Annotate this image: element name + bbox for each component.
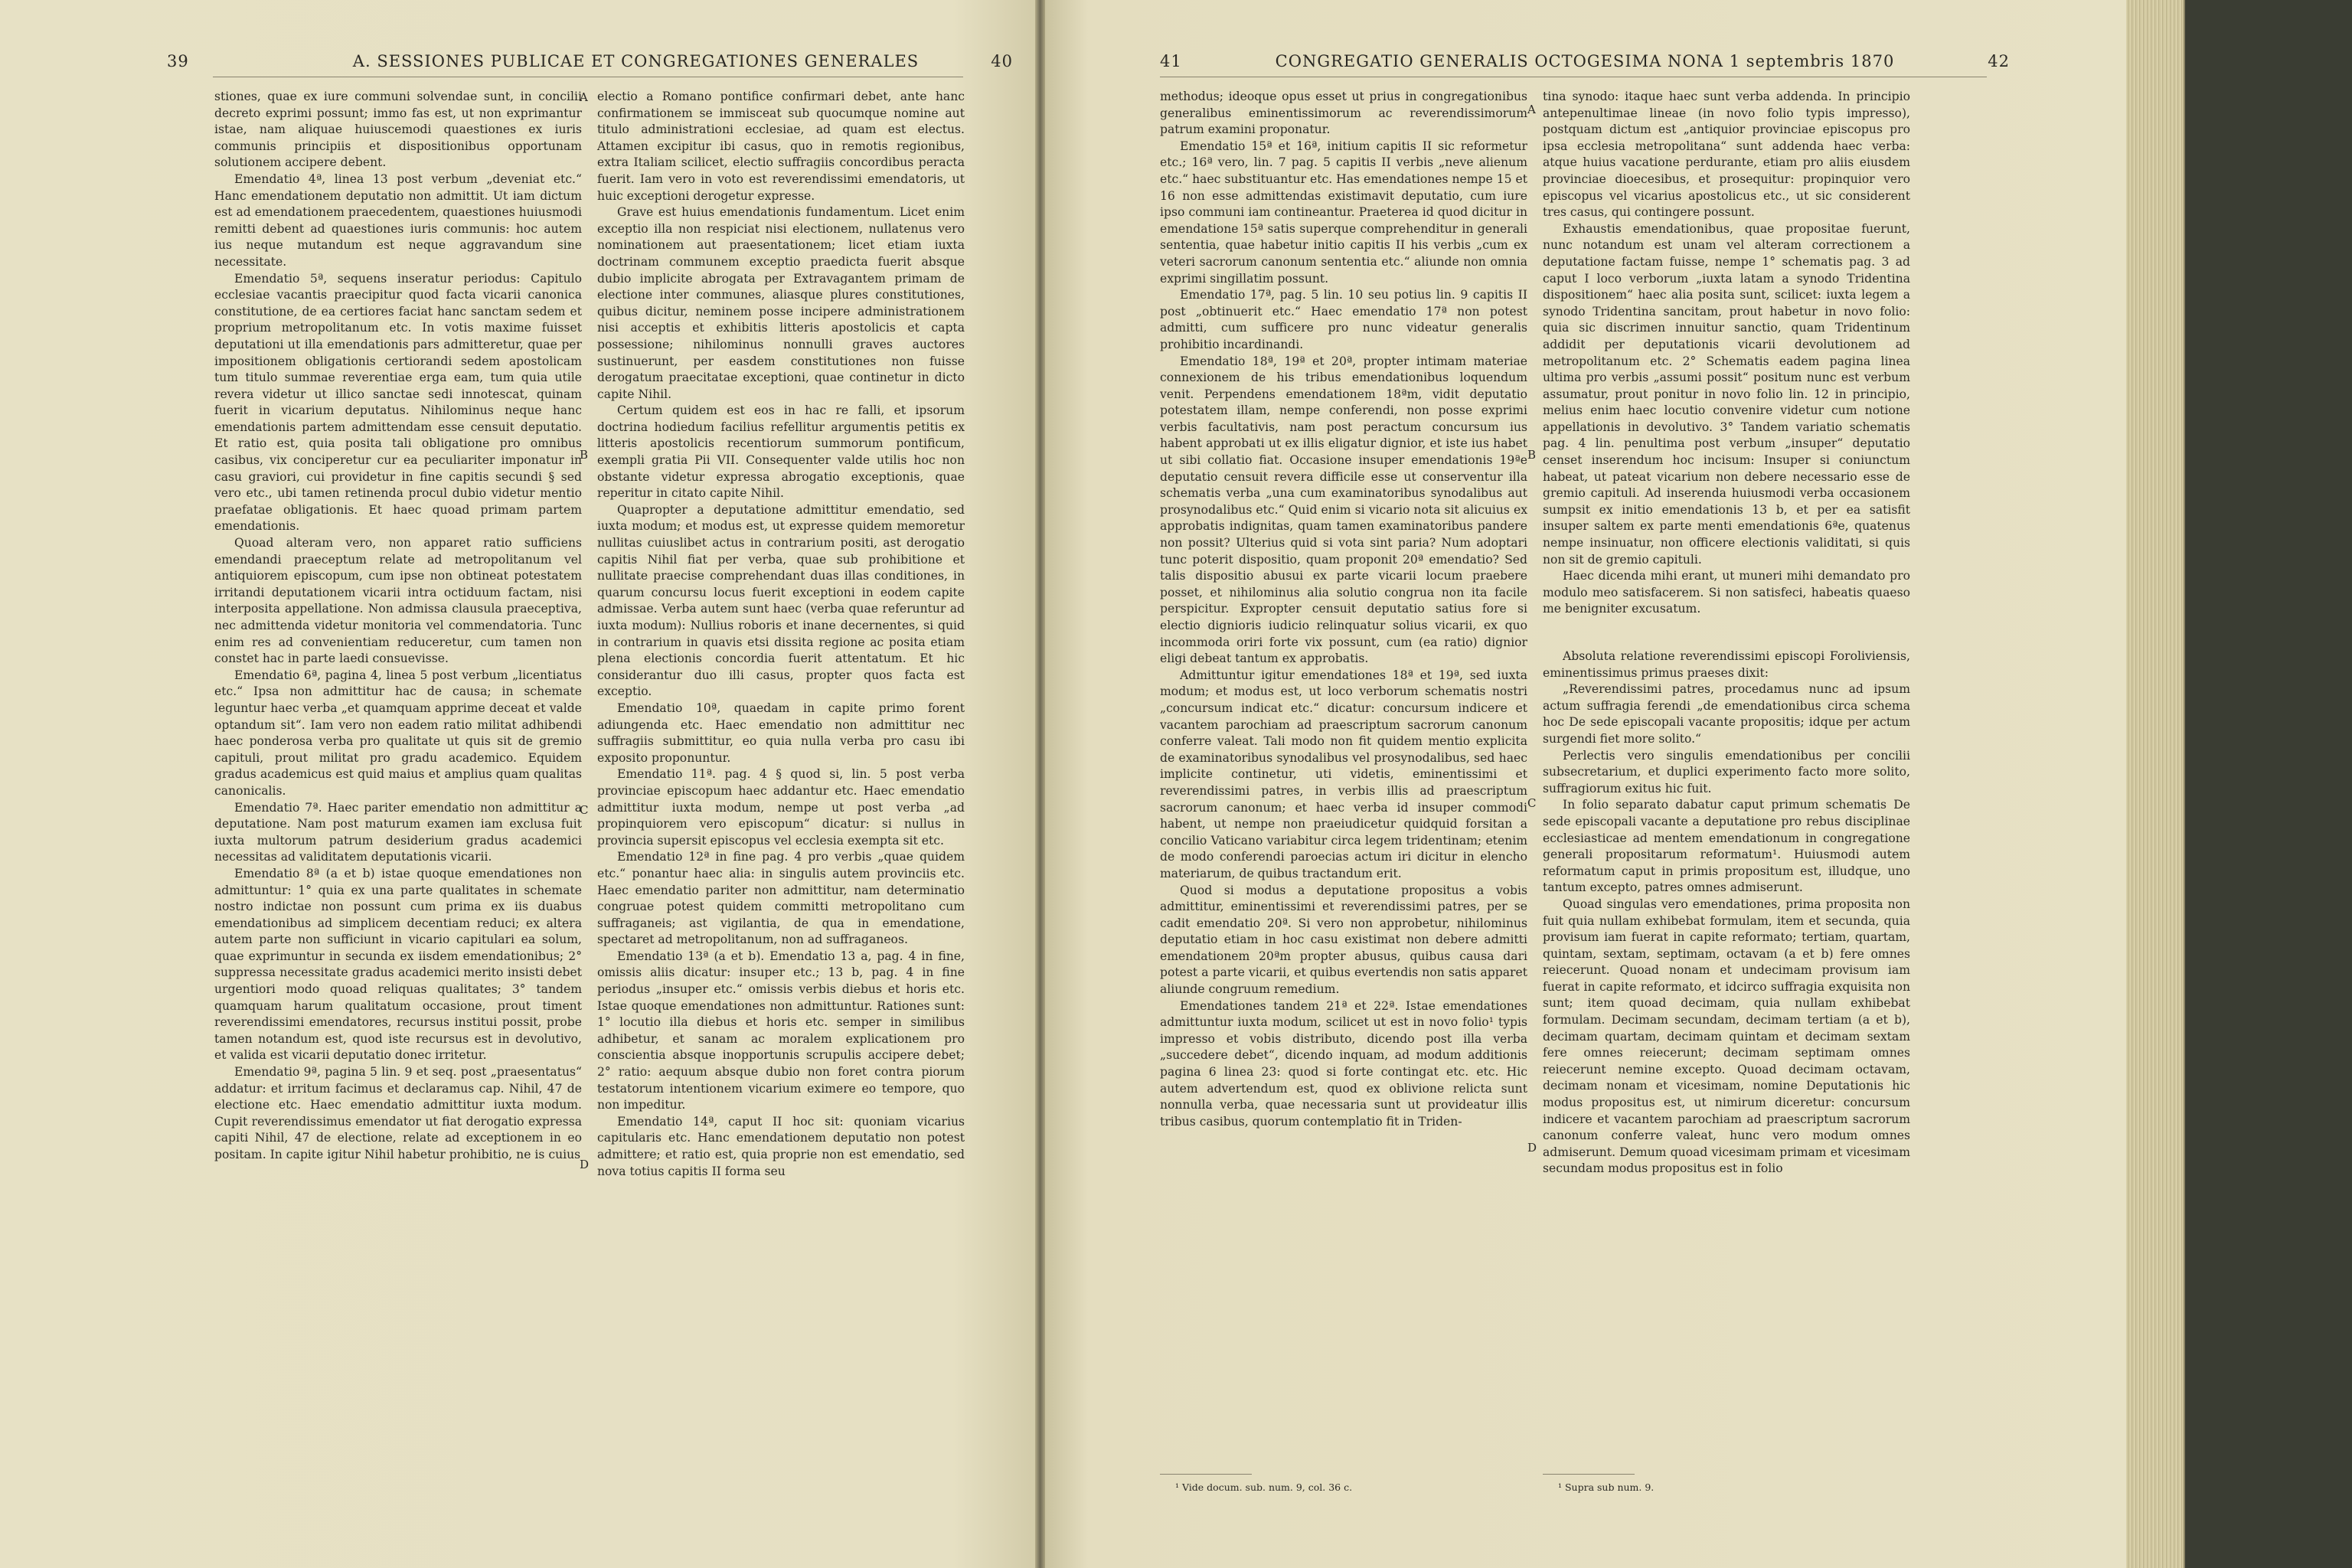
paragraph: Certum quidem est eos in hac re falli, et ipsorum doctrina hodiedum facilius refellitur argumentis petitis ex litteris apostolicis recentiorum summorum pontificum, exempli gratia Pii VII. Consequenter valde utilis hoc non obstante videtur expressa abrogatio exceptionis, quae reperitur in citato capite Nihil. bbox=[597, 403, 965, 501]
paragraph: Emendationes tandem 21ª et 22ª. Istae emendationes admittuntur iuxta modum, scilicet ut est in novo folio¹ typis impresso et vobis distributo, dicendo post illa verba „succedere debet“, dicendo inquam, ad modum additionis pagina 6 linea 23: quod si forte contingat etc. etc. Hic autem advertendum est, quod ex oblivione relicta sunt nonnulla verba, quae necessaria sunt ut provideatur illis tribus casibus, quorum contemplatio fit in Triden- bbox=[1160, 998, 1527, 1129]
paragraph: Grave est huius emendationis fundamentum. Licet enim exceptio illa non respiciat nisi electionem, nullatenus vero nominationem aut praesentationem; licet etiam iuxta doctrinam communem exceptio praedicta fuerit absque dubio implicite abrogata per Extravagantem primam de electione inter communes, aliasque plures constitutiones, quibus dicitur, neminem posse incipere administrationem nisi acceptis et exhibitis litteris apostolicis et capta possessione; nihilominus nonnulli graves auctores sustinuerunt, per easdem constitutiones non fuisse derogatum praecitatae exceptioni, quae continetur in dicto capite Nihil. bbox=[597, 205, 965, 401]
book-gutter bbox=[1035, 0, 1045, 1568]
left-column-1 bbox=[214, 89, 582, 1164]
paragraph: Emendatio 18ª, 19ª et 20ª, propter intimam materiae connexionem de his tribus emendationibus loquendum venit. Perpendens emendationem 18ªm, vidit deputatio potestatem illam, nempe conferendi, non posse exprimi verbis facultativis, nam post peractum concursum ius habent approbati ut ex illis eligatur dignior, et iste ius habet ut sibi collatio fiat. Occasione insuper emendationis 19ªe deputatio censuit revera difficile esse ut conserventur illa schematis verba „una cum examinatoribus synodalibus aut prosynodalibus etc.“ Quid enim si vicario nota sit alicuius ex approbatis indignitas, quam tamen examinatoribus pandere non possit? Ulterius quid si vota sint paria? Num adoptari tunc poterit dispositio, quam proponit 20ª emendatio? Sed talis dispositio abusui ex parte vicarii locum praebere posset, et nihilominus alia solutio congrua non ita facile perspicitur. Expropter censuit deputatio satius fore si electio dignioris iudicio relinquatur solius vicarii, ex quo incommoda oriri forte vix possunt, cum (ea ratio) dignior eligi debeat tantum ex approbatis. bbox=[1160, 354, 1527, 666]
paragraph: Emendatio 15ª et 16ª, initium capitis II sic reformetur etc.; 16ª vero, lin. 7 pag. 5 capitis II verbis „neve alienum etc.“ haec substituantur etc. Has emendationes nempe 15 et 16 non esse admittendas existimavit deputatio, cum iure ipso communi iam contineantur. Praeterea id quod dicitur in emendatione 15ª satis superque comprehenditur in generali sententia, quae habetur initio capitis II his verbis „cum ex veteri sacrorum canonum sententia etc.“ aliunde non omnia exprimi singillatim possunt. bbox=[1160, 139, 1527, 286]
paragraph: Exhaustis emendationibus, quae propositae fuerunt, nunc notandum est unam vel alteram correctionem a deputatione factam fuisse, nempe 1° schematis pag. 3 ad caput I loco verborum „iuxta latam a synodo Tridentina dispositionem“ haec alia posita sunt, scilicet: iuxta legem a synodo Tridentina sancitam, prout habetur in novo folio: quia sic discrimen innuitur sanctio, quam Tridentinum addidit per deputationis vicarii devolutionem ad metropolitanum etc. 2° Schematis eadem pagina linea ultima pro verbis „assumi possit“ positum nunc est verbum assumatur, prout ponitur in novo folio lin. 12 in principio, melius enim haec locutio convenire videtur cum notione appellationis in devolutivo. 3° Tandem variatio schematis pag. 4 lin. penultima post verbum „insuper“ deputatio censet inserendum hoc incisum: Insuper si coniunctum habeat, ut pateat vicarium non debere necessario esse de gremio capituli. Ad inserenda huiusmodi verba occasionem sumpsit ex initio emendationis 13 b, et per ea satisfit insuper saltem ex parte menti emendationis 6ªe, quatenus nempe insinuatur, non officere electionis validitati, si quis non sit de gremio capituli. bbox=[1543, 221, 1910, 567]
margin-letter-b: B bbox=[580, 448, 589, 462]
margin-letter-a: A bbox=[1527, 103, 1536, 116]
page-edge-stack bbox=[2126, 0, 2185, 1568]
paragraph: electio a Romano pontifice confirmari debet, ante hanc confirmationem se immisceat sub quocumque nomine aut titulo administrationi ecclesiae, ad quam est electus. Attamen excipitur ibi casus, quo in remotis regionibus, extra Italiam scilicet, electio suffragiis concordibus peracta fuerit. Iam vero in voto est reverendissimi emendatoris, ut huic exceptioni derogetur expresse. bbox=[597, 90, 965, 203]
paragraph: Emendatio 17ª, pag. 5 lin. 10 seu potius lin. 9 capitis II post „obtinuerit etc.“ Haec emendatio 17ª non potest admitti, cum sufficere pro nunc videatur generalis prohibitio incardinandi. bbox=[1160, 288, 1527, 351]
footnote-right: ¹ Supra sub num. 9. bbox=[1558, 1481, 1655, 1493]
paragraph: tina synodo: itaque haec sunt verba addenda. In principio antepenultimae lineae (in novo folio typis impresso), postquam dictum est „antiquior provinciae episcopus pro ipsa ecclesia metropolitana“ sunt addenda haec verba: atque huius vacatione perdurante, etiam pro aliis eiusdem provinciae dioecesibus, et prosequitur: propinquior vero episcopus vel vicarius apostolicus etc., ut sic considerent tres casus, qui contingere possunt. bbox=[1543, 90, 1910, 220]
running-head-right bbox=[1160, 52, 2010, 70]
paragraph: Emendatio 5ª, sequens inseratur periodus: Capitulo ecclesiae vacantis praecipitur quod facta vicarii canonica constitutione, de ea certiores faciat hanc sanctam sedem et proprium metropolitanum etc. In votis maxime fuisset deputationi ut illa emendationis pars admitteretur, quae per impositionem obligationis certiorandi sedem apostolicam tum titulo summae reverentiae erga eam, tum quia utile revera videtur ut illico sanctae sedi innotescat, quinam fuerit in vicarium deputatus. Nihilominus neque hanc emendationis partem admittendam esse censuit deputatio. Et ratio est, quia posita tali obligatione pro omnibus casibus, vix conciperetur cur ea peculiariter imponatur in casu graviori, cui providetur in fine capitis secundi § sed vero etc., ubi tamen retinenda procul dubio videtur mentio praefatae obligationis. Et haec quoad primam partem emendationis. bbox=[214, 271, 582, 534]
left-page bbox=[0, 0, 1035, 1568]
paragraph: In folio separato dabatur caput primum schematis De sede episcopali vacante a deputatione pro rebus disciplinae ecclesiasticae ad mentem emendationum in congregatione generali propositarum reformatum¹. Huiusmodi autem reformatum caput in primis propositum est, illudque, uno tantum excepto, patres omnes admiserunt. bbox=[1543, 798, 1910, 895]
paragraph: Emendatio 8ª (a et b) istae quoque emendationes non admittuntur: 1° quia ex una parte qualitates in schemate nostro indictae non possunt cum prima ex iis duabus emendationibus ad simplicem decentiam reduci; ex altera autem parte non sufficiunt in vicario capitulari ea solum, quae exprimuntur in secunda ex iisdem emendationibus; 2° suppressa necessitate gradus academici merito insisti debet urgentiori modo quoad reliquas qualitates; 3° tandem quamquam harum qualitatum occasione, prout timent reverendissimi emendatores, recursus institui possit, probe tamen notandum est, quod iste recursus est in devolutivo, et valida est vicarii deputatio donec irritetur. bbox=[214, 866, 582, 1063]
margin-letter-a: A bbox=[580, 90, 588, 104]
footnote-rule bbox=[1543, 1474, 1635, 1475]
margin-letter-d: D bbox=[1527, 1141, 1537, 1155]
running-head-title: CONGREGATIO GENERALIS OCTOGESIMA NONA 1 septembris 1870 bbox=[1275, 52, 1895, 70]
paragraph: „Reverendissimi patres, procedamus nunc ad ipsum actum suffragia ferendi „de emendationibus circa schema hoc De sede episcopali vacante propositis; idque per actum surgendi fiet more solito.“ bbox=[1543, 682, 1910, 746]
margin-letter-b: B bbox=[1527, 448, 1537, 462]
paragraph: Absoluta relatione reverendissimi episcopi Foroliviensis, eminentissimus primus praeses dixit: bbox=[1543, 649, 1910, 680]
page-number-40: 40 bbox=[991, 52, 1013, 70]
paragraph: Emendatio 6ª, pagina 4, linea 5 post verbum „licentiatus etc.“ Ipsa non admittitur hac de causa; in schemate leguntur haec verba „et quamquam apprime deceat et valde optandum sit“. Iam vero non eadem ratio militat adhibendi haec ponderosa verba pro qualitate ut quis sit de gremio capituli, prout militat pro gradu academico. Equidem gradus academicus est quid maius et amplius quam qualitas canonicalis. bbox=[214, 668, 582, 798]
paragraph: Admittuntur igitur emendationes 18ª et 19ª, sed iuxta modum; et modus est, ut loco verborum schematis nostri „concursum indicat etc.“ dicatur: concursum indicere et vacantem parochiam ad praescriptum sacrorum canonum conferre valeat. Tali modo non fit quidem mentio explicita de examinatoribus synodalibus vel prosynodalibus, sed haec implicite continetur, uti videtis, eminentissimi et reverendissimi patres, in verbis illis ad praescriptum sacrorum canonum; et haec verba id insuper commodi habent, ut nempe non praeiudicetur quidquid forsitan a concilio Vaticano variabitur circa legem tridentinam; etenim de modo conferendi paroecias actum iri dicitur in elencho materiarum, de quibus tractandum erit. bbox=[1160, 668, 1527, 880]
paragraph: Emendatio 10ª, quaedam in capite primo forent adiungenda etc. Haec emendatio non admittitur nec suffragiis submittitur, eo quia nulla verba pro casu ibi exposito proponuntur. bbox=[597, 701, 965, 765]
paragraph: Quod si modus a deputatione propositus a vobis admittitur, eminentissimi et reverendissimi patres, per se cadit emendatio 20ª. Si vero non approbetur, nihilominus deputatio etiam in hoc casu existimat non debere admitti emendationem 20ªm propter abusus, quibus causa dari potest a parte vicarii, et quibus evertendis non satis apparet aliunde congruum remedium. bbox=[1160, 883, 1527, 997]
paragraph: Emendatio 4ª, linea 13 post verbum „deveniat etc.“ Hanc emendationem deputatio non admittit. Ut iam dictum est ad emendationem praecedentem, quaestiones huiusmodi remitti debent ad quaestiones iuris communis: hoc autem ius neque mutandum est neque aggravandum sine necessitate. bbox=[214, 172, 582, 269]
right-page bbox=[1045, 0, 2126, 1568]
right-column-2 bbox=[1543, 89, 1910, 1178]
paragraph: Quoad alteram vero, non apparet ratio sufficiens emendandi praeceptum relate ad metropolitanum vel antiquiorem episcopum, cum ipse non obtineat potestatem irritandi deputationem vicarii intra octiduum factam, nisi interposita appellatione. Non admissa clausula praeceptiva, nec admittenda videtur monitoria vel commendatoria. Tunc enim res ad convenientiam reduceretur, cum tamen non constet hac in parte laedi consuevisse. bbox=[214, 536, 582, 666]
page-number-42: 42 bbox=[1988, 52, 2010, 70]
margin-letter-c: C bbox=[1527, 796, 1537, 810]
paragraph: Emendatio 7ª. Haec pariter emendatio non admittitur a deputatione. Nam post maturum examen iam exclusa fuit iuxta multorum patrum desiderium gradus academici necessitas ad validitatem deputationis vicarii. bbox=[214, 800, 582, 864]
paragraph: Emendatio 13ª (a et b). Emendatio 13 a, pag. 4 in fine, omissis aliis dicatur: insuper etc.; 13 b, pag. 4 in fine periodus „insuper etc.“ omissis verbis diebus et horis etc. Istae quoque emendationes non admittuntur. Rationes sunt: 1° locutio illa diebus et horis etc. semper in similibus adhibetur, et sanam ac moralem explicationem pro conscientia absque inopportunis scrupulis accipere debet; 2° ratio: aequum absque dubio non foret contra piorum testatorum intentionem vicarium eximere eo tempore, quo non impeditur. bbox=[597, 949, 965, 1112]
footnote-rule bbox=[1160, 1474, 1252, 1475]
running-head-title: A. SESSIONES PUBLICAE ET CONGREGATIONES GENERALES bbox=[352, 52, 920, 70]
paragraph: Quapropter a deputatione admittitur emendatio, sed iuxta modum; et modus est, ut expresse quidem memoretur nullitas cuiuslibet actus in contrarium positi, ast derogatio capitis Nihil fiat per verba, quae sub prohibitione et nullitate praecise comprehendant duas illas conditiones, in quarum concursu locus fuerit exceptioni in eodem capite admissae. Verba autem sunt haec (verba quae referuntur ad iuxta modum): Nullius roboris et inane decernentes, si quid in contrarium in quavis etsi dissita regione ac posita etiam plena electionis concordia fuerit attentatum. Et hic considerantur duo illi casus, propter quos facta est exceptio. bbox=[597, 502, 965, 699]
footnote-left: ¹ Vide docum. sub. num. 9, col. 36 c. bbox=[1175, 1481, 1353, 1493]
margin-letter-d: D bbox=[580, 1158, 590, 1171]
paragraph: Haec dicenda mihi erant, ut muneri mihi demandato pro modulo meo satisfacerem. Si non satisfeci, habeatis quaeso me benigniter excusatum. bbox=[1543, 569, 1910, 616]
paragraph: stiones, quae ex iure communi solvendae sunt, in concilii decreto exprimi possunt; immo fas est, ut non exprimantur istae, nam aliquae huiuscemodi quaestiones ex iuris communis principiis et dispositionibus opportunam solutionem accipere debent. bbox=[214, 90, 582, 170]
paragraph: Perlectis vero singulis emendationibus per concilii subsecretarium, et duplici experimento facto more solito, suffragiorum exitus hic fuit. bbox=[1543, 748, 1910, 795]
paragraph: Emendatio 11ª. pag. 4 § quod si, lin. 5 post verba provinciae episcopum haec addantur etc. Haec emendatio admittitur iuxta modum, nempe ut post verba „ad propinquiorem vero episcopum“ dicatur: si nullus in provincia supersit episcopus vel ecclesia exempta sit etc. bbox=[597, 767, 965, 848]
page-number-41: 41 bbox=[1160, 52, 1182, 70]
right-column-1 bbox=[1160, 89, 1527, 1130]
paragraph: Emendatio 14ª, caput II hoc sit: quoniam vicarius capitularis etc. Hanc emendationem deputatio non potest admittere; et ratio est, quia proprie non est emendatio, sed nova totius capitis II forma seu bbox=[597, 1114, 965, 1178]
margin-letter-c: C bbox=[580, 803, 589, 817]
paragraph: Quoad singulas vero emendationes, prima proposita non fuit quia nullam exhibebat formulam, item et secunda, quia provisum iam fuerat in capite reformato; tertiam, quartam, quintam, sextam, septimam, octavam (a et b) fere omnes reiecerunt. Quoad nonam et undecimam provisum iam fuerat in capite reformato, et idcirco suffragia exquisita non sunt; item quoad decimam, quia nullam exhibebat formulam. Decimam secundam, decimam tertiam (a et b), decimam quartam, decimam quintam et decimam sextam fere omnes reiecerunt; decimam septimam omnes reiecerunt nemine excepto. Quoad decimam octavam, decimam nonam et vicesimam, nomine Deputationis hic modus propositus est, ut nimirum diceretur: concursum indicere et vacantem parochiam ad praescriptum sacrorum canonum conferre valeat, hunc vero modum omnes admiserunt. Demum quoad vicesimam primam et vicesimam secundam modus propositus est in folio bbox=[1543, 897, 1910, 1176]
paragraph: Emendatio 12ª in fine pag. 4 pro verbis „quae quidem etc.“ ponantur haec alia: in singulis autem provinciis etc. Haec emendatio pariter non admittitur, nam determinatio congruae potest quidem committi metropolitano cum suffraganeis; ast vigilantia, de qua in emendatione, spectaret ad metropolitanum, non ad suffraganeos. bbox=[597, 850, 965, 947]
running-head-left bbox=[167, 52, 1013, 70]
page-number-39: 39 bbox=[167, 52, 189, 70]
paragraph: Emendatio 9ª, pagina 5 lin. 9 et seq. post „praesentatus“ addatur: et irritum facimus et declaramus cap. Nihil, 47 de electione etc. Haec emendatio admittitur iuxta modum. Cupit reverendissimus emendator ut fiat derogatio expressa capiti Nihil, 47 de electione, relate ad exceptionem in eo positam. In capite igitur Nihil habetur prohibitio, ne is cuius bbox=[214, 1065, 582, 1161]
paragraph: methodus; ideoque opus esset ut prius in congregationibus generalibus eminentissimorum ac reverendissimorum patrum examini proponatur. bbox=[1160, 90, 1527, 137]
left-column-2 bbox=[597, 89, 965, 1180]
